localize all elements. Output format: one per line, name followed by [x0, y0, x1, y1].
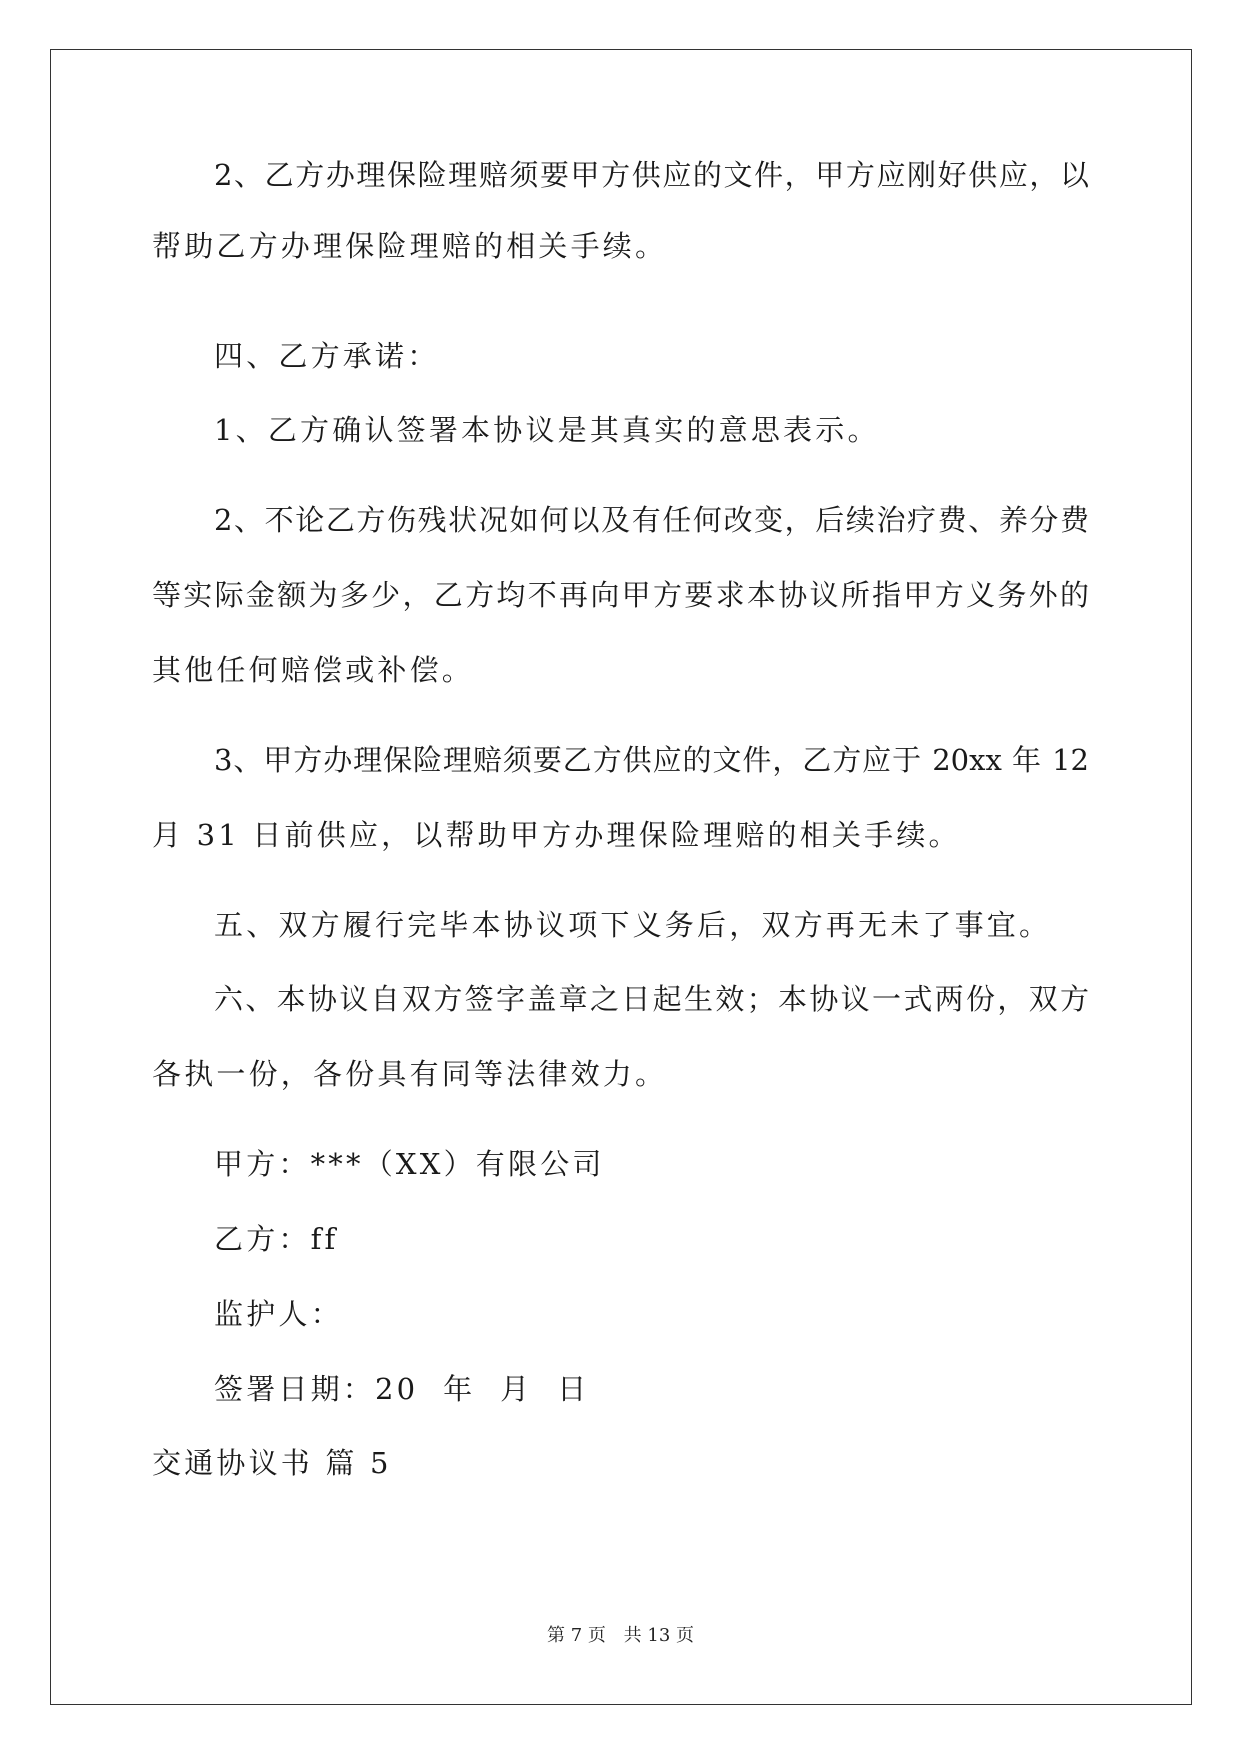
paragraph-line: 2、不论乙方伤残状况如何以及有任何改变，后续治疗费、养分费	[214, 503, 1089, 537]
page-number-current: 第 7 页	[547, 1625, 606, 1646]
paragraph-line: 月 31 日前供应，以帮助甲方办理保险理赔的相关手续。	[152, 818, 961, 852]
paragraph-line: 五、双方履行完毕本协议项下义务后，双方再无未了事宜。	[214, 908, 1052, 942]
paragraph-line: 等实际金额为多少，乙方均不再向甲方要求本协议所指甲方义务外的	[152, 578, 1089, 612]
paragraph-line: 各执一份，各份具有同等法律效力。	[152, 1057, 668, 1091]
party-a-line: 甲方：***（XX）有限公司	[214, 1147, 605, 1181]
page-number-total: 共 13 页	[623, 1625, 694, 1646]
paragraph-line: 2、乙方办理保险理赔须要甲方供应的文件，甲方应刚好供应，以	[214, 158, 1089, 192]
next-section-title: 交通协议书 篇 5	[152, 1446, 392, 1480]
page-footer	[0, 1625, 1241, 1647]
guardian-line: 监护人：	[214, 1297, 343, 1331]
paragraph-line: 1、乙方确认签署本协议是其真实的意思表示。	[214, 413, 880, 447]
paragraph-line: 六、本协议自双方签字盖章之日起生效；本协议一式两份，双方	[214, 982, 1089, 1016]
party-b-line: 乙方：ff	[214, 1222, 339, 1256]
paragraph-line: 其他任何赔偿或补偿。	[152, 653, 475, 687]
paragraph-line: 帮助乙方办理保险理赔的相关手续。	[152, 229, 668, 263]
paragraph-line: 3、甲方办理保险理赔须要乙方供应的文件，乙方应于 20xx 年 12	[214, 743, 1089, 777]
section-heading: 四、乙方承诺：	[214, 339, 440, 373]
signing-date-line: 签署日期：20 年 月 日	[214, 1372, 590, 1406]
